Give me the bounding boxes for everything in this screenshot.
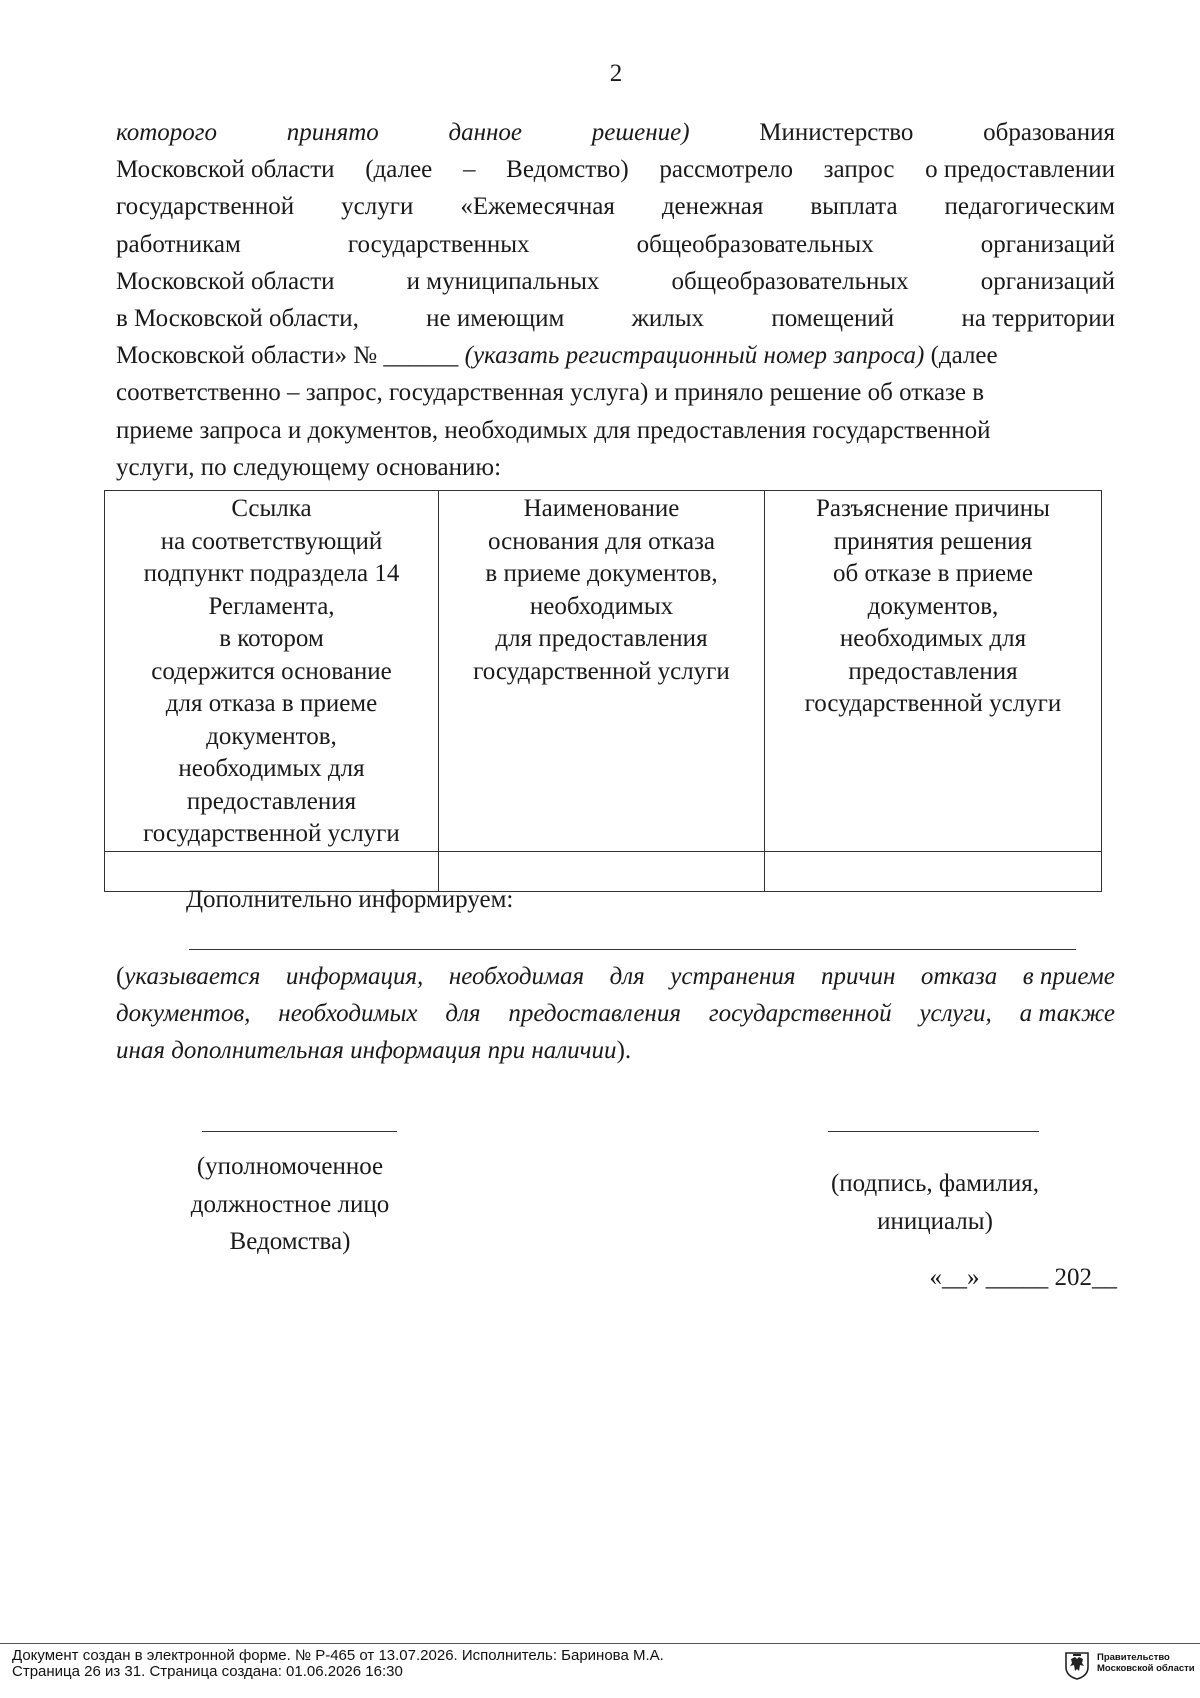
paragraph-line-6 <box>116 300 1115 337</box>
text-fragment: Министерство <box>759 119 914 146</box>
paragraph-line-5 <box>116 263 1115 300</box>
cell-line: государственной услуги <box>143 820 400 847</box>
decision-paragraph <box>116 114 1115 486</box>
cell-line: основания для отказа <box>487 527 716 555</box>
paragraph-line-3 <box>116 188 1115 225</box>
cell-line: Наименование <box>523 495 680 522</box>
cell-line: содержится основание <box>151 657 392 685</box>
cell-text <box>771 493 1095 721</box>
paragraph-line-7 <box>116 337 1115 374</box>
text-fragment: работникам <box>116 230 241 258</box>
text-fragment: причин <box>821 963 896 990</box>
hint-line-1 <box>116 958 1115 995</box>
text-fragment: информация, <box>285 963 424 990</box>
text-fragment: в Московской области, <box>116 305 359 333</box>
cell-line: на соответствующий <box>160 527 383 555</box>
paragraph-line-4 <box>116 226 1115 263</box>
authorized-official-caption <box>140 1148 440 1261</box>
cell-line: государственной услуги <box>804 690 1062 717</box>
text-fragment: решение) <box>591 119 690 146</box>
date-placeholder: «__» _____ 202__ <box>929 1264 1117 1291</box>
text-fragment: организаций <box>980 230 1115 258</box>
text-fragment: предоставления <box>508 1000 681 1028</box>
org-name-line: Московской области <box>1097 1663 1195 1674</box>
open-paren: ( <box>116 963 125 990</box>
cell-line: в приеме документов, <box>485 560 718 587</box>
cell-line: документов, <box>867 592 999 620</box>
signature-name-line <box>828 1131 1039 1132</box>
cell-line: государственной услуги <box>473 657 730 685</box>
text-fragment: для <box>609 963 645 990</box>
cell-text <box>445 493 758 688</box>
cell-line: документов, <box>206 722 337 750</box>
page-number: 2 <box>609 60 623 87</box>
text-fragment: «Ежемесячная <box>460 193 615 221</box>
text-fragment: общеобразовательных <box>636 230 874 258</box>
text-fragment: выплата <box>810 193 898 221</box>
government-name <box>1097 1652 1195 1674</box>
cell-line: предоставления <box>848 657 1018 685</box>
cell-line: подпункт подраздела 14 <box>143 560 400 587</box>
text-fragment: Московской области <box>116 156 335 184</box>
text-fragment: услуги, <box>919 1000 992 1028</box>
cell-line: необходимых для <box>839 625 1027 652</box>
additional-info-label: Дополнительно информируем: <box>186 886 514 913</box>
text-fragment: не имеющим <box>426 305 565 333</box>
org-name-line: Правительство <box>1097 1652 1170 1663</box>
hint-line-3 <box>116 1032 1115 1069</box>
cell-line: об отказе в приеме <box>833 560 1033 587</box>
text-fragment: которого <box>116 119 218 146</box>
text-fragment: педагогическим <box>944 193 1115 221</box>
text-fragment: жилых <box>631 305 705 333</box>
text-fragment: указывается <box>124 963 261 990</box>
text-fragment: в приеме <box>1022 963 1115 990</box>
cell-line: необходимых для <box>178 755 365 782</box>
text-fragment: государственной <box>708 1000 892 1028</box>
paragraph-line-8: соответственно – запрос, государственная услуга) и приняло решение об отказе в <box>116 379 985 407</box>
official-signature-line <box>202 1131 397 1132</box>
table-row <box>105 851 1102 891</box>
footer-line: Страница 26 из 31. Страница создана: 01.06.2026 16:30 <box>12 1663 403 1680</box>
cell-line: необходимых <box>529 592 674 620</box>
cell-line: предоставления <box>186 787 357 815</box>
header-cell-explanation <box>765 491 1102 852</box>
text-fragment: денежная <box>661 193 764 221</box>
text-fragment: данное <box>448 119 523 146</box>
text-fragment: образования <box>983 119 1115 146</box>
caption-line: Ведомства) <box>229 1228 351 1255</box>
text-fragment: Ведомство) <box>506 156 629 184</box>
text-fragment: – <box>462 156 476 184</box>
caption-line: должностное лицо <box>190 1190 390 1218</box>
text-fragment: принято <box>286 119 379 146</box>
text-fragment: о предоставлении <box>925 156 1115 184</box>
signature-caption <box>785 1165 1085 1240</box>
text-fragment <box>116 958 260 995</box>
paragraph-line-9: приеме запроса и документов, необходимых для предоставления государственной <box>116 416 991 444</box>
paragraph-line-10: услуги, по следующему основанию: <box>116 453 502 481</box>
cell-line: для отказа в приеме <box>165 690 378 717</box>
text-fragment: необходимая <box>448 963 585 990</box>
cell-line: в котором <box>219 625 324 652</box>
footer-divider <box>0 1643 1200 1644</box>
text-fragment: отказа <box>920 963 998 990</box>
cell-line: Ссылка <box>231 495 312 522</box>
text-fragment: государственных <box>347 230 530 258</box>
additional-info-hint <box>116 958 1115 1070</box>
document-footer <box>12 1648 664 1680</box>
caption-line: (подпись, фамилия, <box>830 1170 1040 1197</box>
text-fragment: запрос <box>823 156 895 184</box>
caption-line: (уполномоченное <box>196 1153 384 1180</box>
text-fragment: для <box>445 1000 481 1028</box>
cell-line: Разъяснение причины <box>816 495 1050 522</box>
text-fragment: устранения <box>670 963 796 990</box>
text-fragment: организаций <box>980 267 1115 295</box>
text-fragment: Московской области <box>116 267 335 295</box>
text-fragment: помещений <box>771 305 895 333</box>
text-fragment: необходимых <box>278 1000 418 1028</box>
text-fragment: на территории <box>961 305 1115 333</box>
text-fragment: Московской области» № ______ <box>116 342 465 370</box>
text-fragment: документов, <box>116 1000 251 1028</box>
text-fragment: ). <box>616 1037 632 1065</box>
additional-info-blank-line <box>189 949 1076 950</box>
table-header-row <box>105 491 1102 852</box>
cell-line: Регламента, <box>208 592 335 620</box>
refusal-reasons-table <box>104 490 1102 892</box>
cell-line: для предоставления <box>495 625 708 652</box>
text-fragment: и муниципальных <box>406 267 600 295</box>
text-fragment: иная дополнительная информация при наличии <box>116 1037 617 1065</box>
cell-line: принятия решения <box>833 527 1033 555</box>
caption-line: инициалы) <box>877 1207 993 1235</box>
text-fragment: государственной <box>116 193 295 221</box>
table-cell <box>105 851 439 891</box>
text-fragment: а также <box>1019 1000 1115 1028</box>
text-fragment: (далее <box>924 342 998 370</box>
footer-line: Документ создан в электронной форме. № Р-465 от 13.07.2026. Исполнитель: Баринова М.А. <box>12 1647 664 1664</box>
header-cell-reference <box>105 491 439 852</box>
table-cell <box>765 851 1102 891</box>
moscow-region-coat-of-arms-icon <box>1063 1650 1091 1680</box>
registration-number-hint: (указать регистрационный номер запроса) <box>464 342 925 370</box>
table-cell <box>439 851 765 891</box>
paragraph-line-2 <box>116 151 1115 188</box>
text-fragment: рассмотрело <box>659 156 793 184</box>
text-fragment: услуги <box>341 193 414 221</box>
header-cell-reason-name <box>439 491 765 852</box>
paragraph-line-1 <box>116 114 1115 151</box>
text-fragment: (далее <box>365 156 433 184</box>
text-fragment: общеобразовательных <box>671 267 909 295</box>
hint-line-2 <box>116 995 1115 1032</box>
cell-text <box>111 493 432 851</box>
